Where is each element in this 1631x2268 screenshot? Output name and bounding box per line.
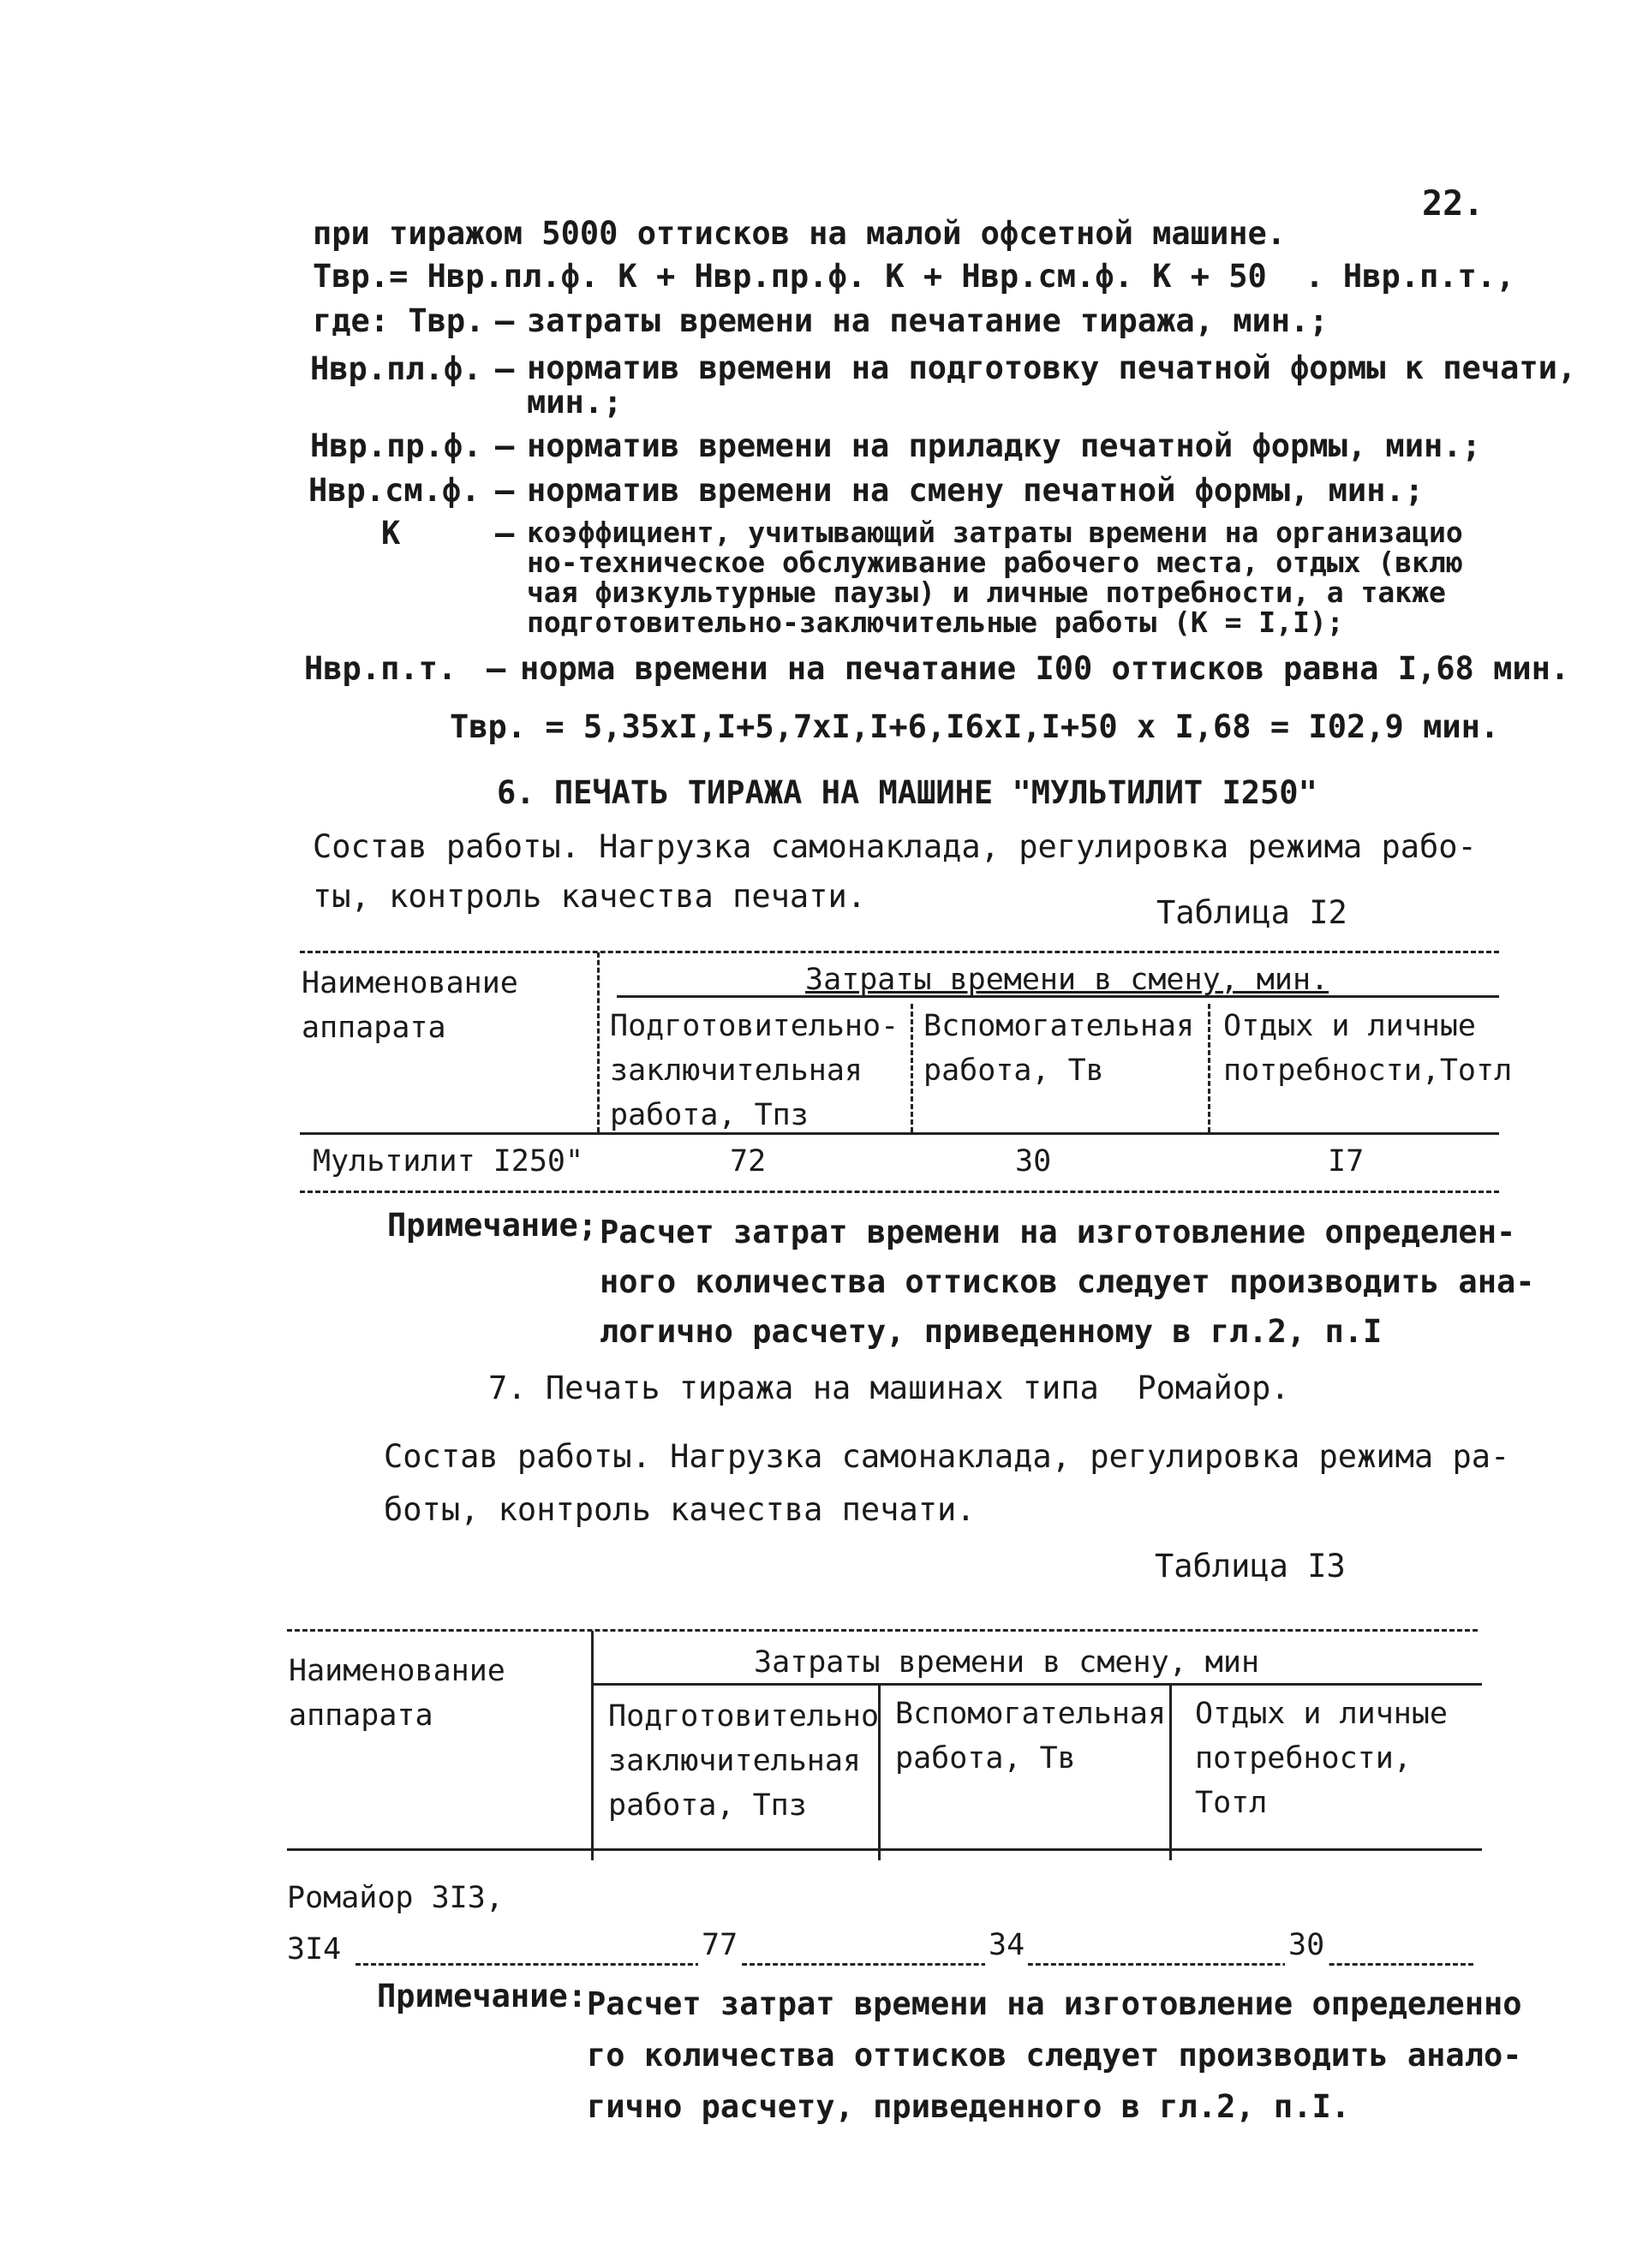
t13-header-group: Затраты времени в смену, мин	[754, 1645, 1260, 1680]
t13-header-col3: Отдых и личные потребности, Тотл	[1195, 1697, 1449, 1820]
t13-header-col1: Подготовительно заключительная работа, Тпз	[608, 1699, 880, 1823]
t13-row-v1: 77	[698, 1923, 741, 1967]
table12-label: Таблица I2	[1156, 894, 1347, 931]
t12-header-group: Затраты времени в смену, мин.	[805, 963, 1329, 997]
def-term-1: где: Твр.	[313, 302, 485, 339]
def-dash-6: –	[487, 650, 506, 687]
def-text-6: норма времени на печатание I00 оттисков равна I,68 мин.	[520, 650, 1570, 687]
t12-row-v3: I7	[1328, 1144, 1365, 1179]
t13-header-col2: Вспомогательная работа, Тв	[895, 1697, 1167, 1776]
def-text-2: норматив времени на подготовку печатной формы к печати, мин.;	[527, 349, 1577, 421]
def-term-6: Нвр.п.т.	[304, 650, 457, 687]
def-dash-4: –	[495, 472, 515, 509]
t13-row-name-2: 3I4	[287, 1932, 342, 1967]
section7-composition: Состав работы. Нагрузка самонаклада, регулировка режима ра- боты, контроль качества печати.	[384, 1438, 1510, 1528]
t12-header-col2: Вспомогательная работа, Тв	[923, 1009, 1195, 1088]
def-text-4: норматив времени на смену печатной формы, мин.;	[527, 472, 1424, 509]
def-dash-5: –	[495, 515, 515, 552]
def-term-2: Нвр.пл.ф.	[310, 350, 482, 387]
t12-row-v1: 72	[730, 1144, 767, 1179]
t13-row-name-1: Ромайор 3I3,	[287, 1881, 504, 1915]
def-term-3: Нвр.пр.ф.	[310, 427, 482, 464]
section7-heading: 7. Печать тиража на машинах типа Ромайор.	[488, 1370, 1290, 1406]
section7-note-text: Расчет затрат времени на изготовление определенно го количества оттисков следует производить анало- гично расчету, приведенного в гл.2, п.I.	[587, 1985, 1522, 2125]
t13-header-name: Наименование аппарата	[289, 1654, 505, 1733]
t12-header-col3: Отдых и личные потребности,Тотл	[1223, 1009, 1513, 1088]
t13-row-v2: 34	[985, 1923, 1028, 1967]
def-term-5: К	[381, 515, 401, 552]
t12-header-name: Наименование аппарата	[302, 966, 518, 1045]
def-dash-1: –	[495, 302, 515, 339]
def-text-3: норматив времени на приладку печатной формы, мин.;	[527, 427, 1481, 464]
intro-line: при тиражом 5000 оттисков на малой офсетной машине.	[313, 215, 1287, 252]
def-text-1: затраты времени на печатание тиража, мин.;	[527, 302, 1329, 339]
t12-row-name: Мультилит I250"	[313, 1144, 584, 1179]
section6-composition: Состав работы. Нагрузка самонаклада, регулировка режима рабо- ты, контроль качества печати.	[313, 828, 1477, 915]
section7-note-label: Примечание:	[377, 1978, 588, 2014]
formula-result: Твр. = 5,35хI,I+5,7хI,I+6,I6хI,I+50 х I,68 = I02,9 мин.	[450, 708, 1500, 745]
t13-row-v3: 30	[1285, 1923, 1328, 1967]
def-dash-2: –	[495, 350, 515, 387]
t12-header-col1: Подготовительно- заключительная работа, Тпз	[610, 1009, 899, 1132]
t12-row-v2: 30	[1015, 1144, 1052, 1179]
section6-note-text: Расчет затрат времени на изготовление определен- ного количества оттисков следует производить ана- логично расчету, приведенному в гл.2, п.I	[600, 1214, 1535, 1350]
def-text-5: коэффициент, учитывающий затраты времени на организацио но-техническое обслуживание рабочего места, отдых (вклю чая физкультурные паузы) и личные потребности, а также подготовительно-заключительные работы (К = I,I);	[527, 516, 1463, 639]
page-number: 22.	[1422, 184, 1485, 224]
section6-note-label: Примечание;	[387, 1207, 598, 1244]
def-dash-3: –	[495, 427, 515, 464]
def-term-4: Нвр.см.ф.	[308, 472, 481, 509]
section6-heading: 6. ПЕЧАТЬ ТИРАЖА НА МАШИНЕ "МУЛЬТИЛИТ I250"	[497, 774, 1317, 811]
formula-line: Твр.= Нвр.пл.ф. К + Нвр.пр.ф. К + Нвр.см.ф. К + 50 . Нвр.п.т.,	[313, 258, 1515, 295]
table13-label: Таблица I3	[1155, 1548, 1346, 1585]
